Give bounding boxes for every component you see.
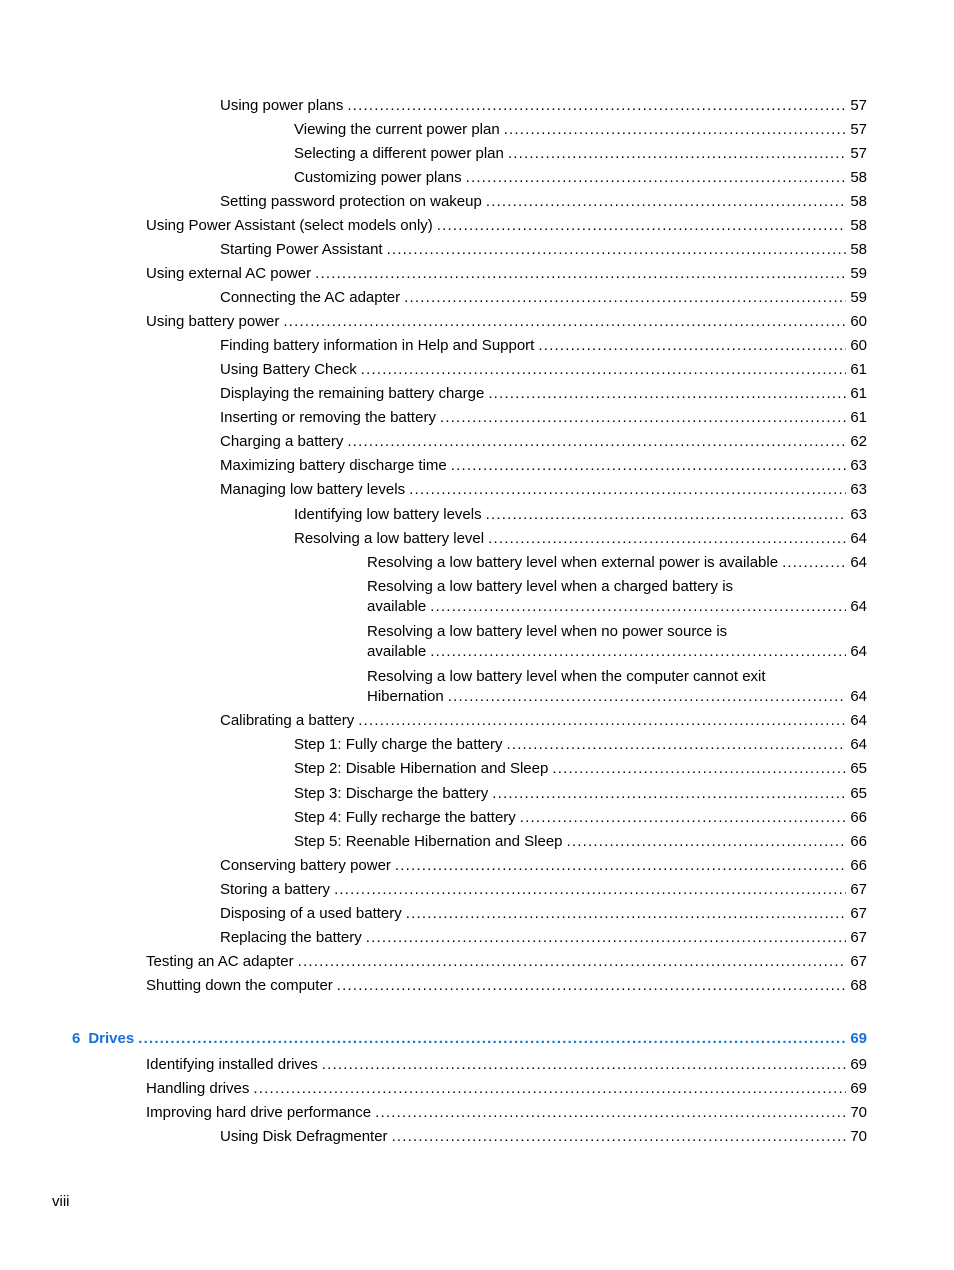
- toc-leader-dots: [504, 120, 847, 140]
- chapter-number: 6: [72, 1030, 81, 1047]
- toc-entry-title: Resolving a low battery level when no power source is: [367, 623, 728, 640]
- toc-entry-page: 65: [850, 785, 867, 802]
- toc-entry-page: 63: [850, 481, 867, 498]
- toc-entry-page: 70: [850, 1104, 867, 1121]
- toc-leader-dots: [334, 880, 846, 900]
- toc-entry-page: 64: [850, 688, 867, 705]
- toc-entry-title: Resolving a low battery level: [294, 530, 485, 547]
- toc-entry[interactable]: [220, 96, 867, 116]
- toc-entry-page: 66: [850, 833, 867, 850]
- toc-entry-title: Finding battery information in Help and Support: [220, 337, 535, 354]
- toc-entry[interactable]: [294, 735, 867, 755]
- toc-entry-page: 64: [850, 712, 867, 729]
- toc-entry-title: Using external AC power: [146, 265, 312, 282]
- toc-entry[interactable]: [220, 480, 867, 500]
- toc-leader-dots: [506, 735, 846, 755]
- toc-leader-dots: [404, 288, 846, 308]
- toc-entry-title: Resolving a low battery level when a charged battery is: [367, 578, 734, 595]
- toc-entry[interactable]: [367, 577, 867, 617]
- toc-entry-page: 67: [850, 929, 867, 946]
- toc-entry-title: Charging a battery: [220, 433, 344, 450]
- toc-leader-dots: [283, 312, 846, 332]
- toc-entry-title: Identifying installed drives: [146, 1056, 318, 1073]
- toc-entry-page: 67: [850, 881, 867, 898]
- toc-entry[interactable]: [367, 553, 867, 573]
- toc-entry-page: 60: [850, 313, 867, 330]
- toc-entry[interactable]: [220, 856, 867, 876]
- toc-entry-page: 64: [850, 530, 867, 547]
- toc-entry-title: Handling drives: [146, 1080, 250, 1097]
- toc-entry[interactable]: [294, 529, 867, 549]
- toc-leader-dots: [358, 711, 846, 731]
- toc-leader-dots: [406, 904, 847, 924]
- toc-leader-dots: [538, 336, 846, 356]
- toc-leader-dots: [486, 192, 846, 212]
- toc-leader-dots: [430, 642, 846, 662]
- toc-entry[interactable]: [146, 1079, 867, 1099]
- toc-entry-page: 57: [850, 145, 867, 162]
- toc-entry[interactable]: [146, 216, 867, 236]
- toc-entry-title: Identifying low battery levels: [294, 506, 482, 523]
- toc-entry-title: Step 4: Fully recharge the battery: [294, 809, 516, 826]
- toc-entry-title: Setting password protection on wakeup: [220, 193, 482, 210]
- toc-entry-page: 67: [850, 953, 867, 970]
- toc-entry-page: 61: [850, 409, 867, 426]
- toc-entry[interactable]: [146, 1103, 867, 1123]
- toc-entry-title: Storing a battery: [220, 881, 331, 898]
- toc-leader-dots: [440, 408, 846, 428]
- toc-leader-dots: [366, 928, 847, 948]
- toc-entry-page: 57: [850, 97, 867, 114]
- toc-leader-dots: [387, 240, 847, 260]
- toc-entry-page: 65: [850, 760, 867, 777]
- toc-entry[interactable]: [294, 784, 867, 804]
- toc-entry-title: Conserving battery power: [220, 857, 391, 874]
- toc-leader-dots: [315, 264, 846, 284]
- toc-entry[interactable]: [294, 505, 867, 525]
- toc-entry-page: 58: [850, 217, 867, 234]
- toc-entry[interactable]: [294, 144, 867, 164]
- toc-entry-title: Displaying the remaining battery charge: [220, 385, 485, 402]
- toc-entry-page: 68: [850, 977, 867, 994]
- toc-entry[interactable]: [220, 192, 867, 212]
- toc-leader-dots: [520, 808, 847, 828]
- toc-entry-page: 58: [850, 193, 867, 210]
- toc-entry[interactable]: [220, 336, 867, 356]
- toc-leader-dots: [337, 976, 847, 996]
- toc-entry[interactable]: [146, 976, 867, 996]
- toc-entry-page: 62: [850, 433, 867, 450]
- toc-entry-title-continued: available: [367, 643, 427, 660]
- toc-entry-page: 59: [850, 289, 867, 306]
- toc-leader-dots: [492, 784, 846, 804]
- toc-entry-page: 58: [850, 241, 867, 258]
- toc-entry-title: Step 2: Disable Hibernation and Sleep: [294, 760, 549, 777]
- toc-entry-title: Step 3: Discharge the battery: [294, 785, 489, 802]
- toc-leader-dots: [552, 759, 846, 779]
- toc-entry[interactable]: [367, 667, 867, 707]
- toc-entry-title-continued: available: [367, 598, 427, 615]
- toc-leader-dots: [322, 1055, 847, 1075]
- toc-entry-title: Step 5: Reenable Hibernation and Sleep: [294, 833, 563, 850]
- toc-leader-dots: [437, 216, 847, 236]
- toc-entry-title: Customizing power plans: [294, 169, 462, 186]
- toc-entry[interactable]: [220, 240, 867, 260]
- toc-entry[interactable]: [220, 928, 867, 948]
- toc-entry-page: 59: [850, 265, 867, 282]
- toc-entry[interactable]: [220, 904, 867, 924]
- toc-entry[interactable]: [220, 432, 867, 452]
- toc-leader-dots: [782, 553, 846, 573]
- toc-entry-title: Using Disk Defragmenter: [220, 1128, 388, 1145]
- toc-leader-dots: [347, 96, 846, 116]
- toc-entry-title: Testing an AC adapter: [146, 953, 294, 970]
- toc-leader-dots: [409, 480, 846, 500]
- toc-leader-dots: [448, 687, 847, 707]
- toc-entry-page: 67: [850, 905, 867, 922]
- toc-entry-page: 63: [850, 506, 867, 523]
- toc-entry[interactable]: [220, 384, 867, 404]
- toc-leader-dots: [488, 529, 846, 549]
- toc-entry-title: Step 1: Fully charge the battery: [294, 736, 503, 753]
- toc-entry-title: Inserting or removing the battery: [220, 409, 436, 426]
- toc-entry-title: Managing low battery levels: [220, 481, 406, 498]
- toc-leader-dots: [298, 952, 847, 972]
- toc-entry-title: Improving hard drive performance: [146, 1104, 372, 1121]
- toc-leader-dots: [253, 1079, 846, 1099]
- toc-entry[interactable]: [220, 456, 867, 476]
- toc-leader-dots: [430, 597, 846, 617]
- toc-leader-dots: [466, 168, 847, 188]
- toc-entry-title: Shutting down the computer: [146, 977, 333, 994]
- toc-entry[interactable]: [220, 880, 867, 900]
- toc-leader-dots: [567, 832, 847, 852]
- toc-entry-title: Selecting a different power plan: [294, 145, 504, 162]
- toc-entry[interactable]: [294, 168, 867, 188]
- toc-entry[interactable]: [220, 1127, 867, 1147]
- toc-entry-page: 64: [850, 598, 867, 615]
- toc-entry[interactable]: [146, 952, 867, 972]
- toc-entry-title: Using power plans: [220, 97, 344, 114]
- toc-entry-page: 69: [850, 1056, 867, 1073]
- toc-leader-dots: [395, 856, 846, 876]
- toc-leader-dots: [486, 505, 847, 525]
- toc-entry-title: Using Battery Check: [220, 361, 357, 378]
- toc-leader-dots: [361, 360, 847, 380]
- toc-entry-page: 64: [850, 736, 867, 753]
- toc-chapter-link[interactable]: [72, 1029, 867, 1049]
- toc-entry[interactable]: [220, 288, 867, 308]
- toc-entry-title: Starting Power Assistant: [220, 241, 383, 258]
- toc-entry-page: 66: [850, 857, 867, 874]
- toc-entry-page: 61: [850, 385, 867, 402]
- chapter-title: Drives: [88, 1030, 135, 1047]
- chapter-page: 69: [850, 1030, 867, 1047]
- toc-leader-dots: [508, 144, 846, 164]
- page-number-footer: viii: [52, 1193, 70, 1210]
- toc-entry-title-continued: Hibernation: [367, 688, 444, 705]
- toc-entry-title: Using battery power: [146, 313, 280, 330]
- toc-entry-title: Using Power Assistant (select models only): [146, 217, 433, 234]
- toc-entry-title: Maximizing battery discharge time: [220, 457, 447, 474]
- toc-entry[interactable]: [294, 120, 867, 140]
- toc-entry-title: Viewing the current power plan: [294, 121, 500, 138]
- toc-entry-page: 63: [850, 457, 867, 474]
- toc-entry-page: 64: [850, 554, 867, 571]
- toc-leader-dots: [138, 1029, 846, 1049]
- toc-entry[interactable]: [146, 312, 867, 332]
- toc-entry-title: Connecting the AC adapter: [220, 289, 401, 306]
- toc-leader-dots: [488, 384, 846, 404]
- toc-entry[interactable]: [294, 759, 867, 779]
- toc-entry-page: 70: [850, 1128, 867, 1145]
- toc-leader-dots: [451, 456, 847, 476]
- toc-leader-dots: [347, 432, 846, 452]
- toc-entry-title: Resolving a low battery level when the computer cannot exit: [367, 668, 766, 685]
- toc-leader-dots: [375, 1103, 846, 1123]
- toc-entry[interactable]: [294, 832, 867, 852]
- toc-entry[interactable]: [146, 1055, 867, 1075]
- toc-entry-title: Calibrating a battery: [220, 712, 355, 729]
- toc-entry-page: 66: [850, 809, 867, 826]
- toc-entry-page: 58: [850, 169, 867, 186]
- toc-entry[interactable]: [220, 711, 867, 731]
- toc-entry-title: Resolving a low battery level when external power is available: [367, 554, 779, 571]
- toc-entry-title: Replacing the battery: [220, 929, 362, 946]
- toc-entry[interactable]: [367, 622, 867, 662]
- toc-entry-page: 69: [850, 1080, 867, 1097]
- toc-entry-title: Disposing of a used battery: [220, 905, 402, 922]
- toc-entry[interactable]: [146, 264, 867, 284]
- toc-leader-dots: [392, 1127, 847, 1147]
- toc-entry-page: 57: [850, 121, 867, 138]
- toc-entry[interactable]: [220, 408, 867, 428]
- toc-entry[interactable]: [294, 808, 867, 828]
- toc-entry-page: 61: [850, 361, 867, 378]
- toc-entry-page: 64: [850, 643, 867, 660]
- toc-entry[interactable]: [220, 360, 867, 380]
- toc-entry-page: 60: [850, 337, 867, 354]
